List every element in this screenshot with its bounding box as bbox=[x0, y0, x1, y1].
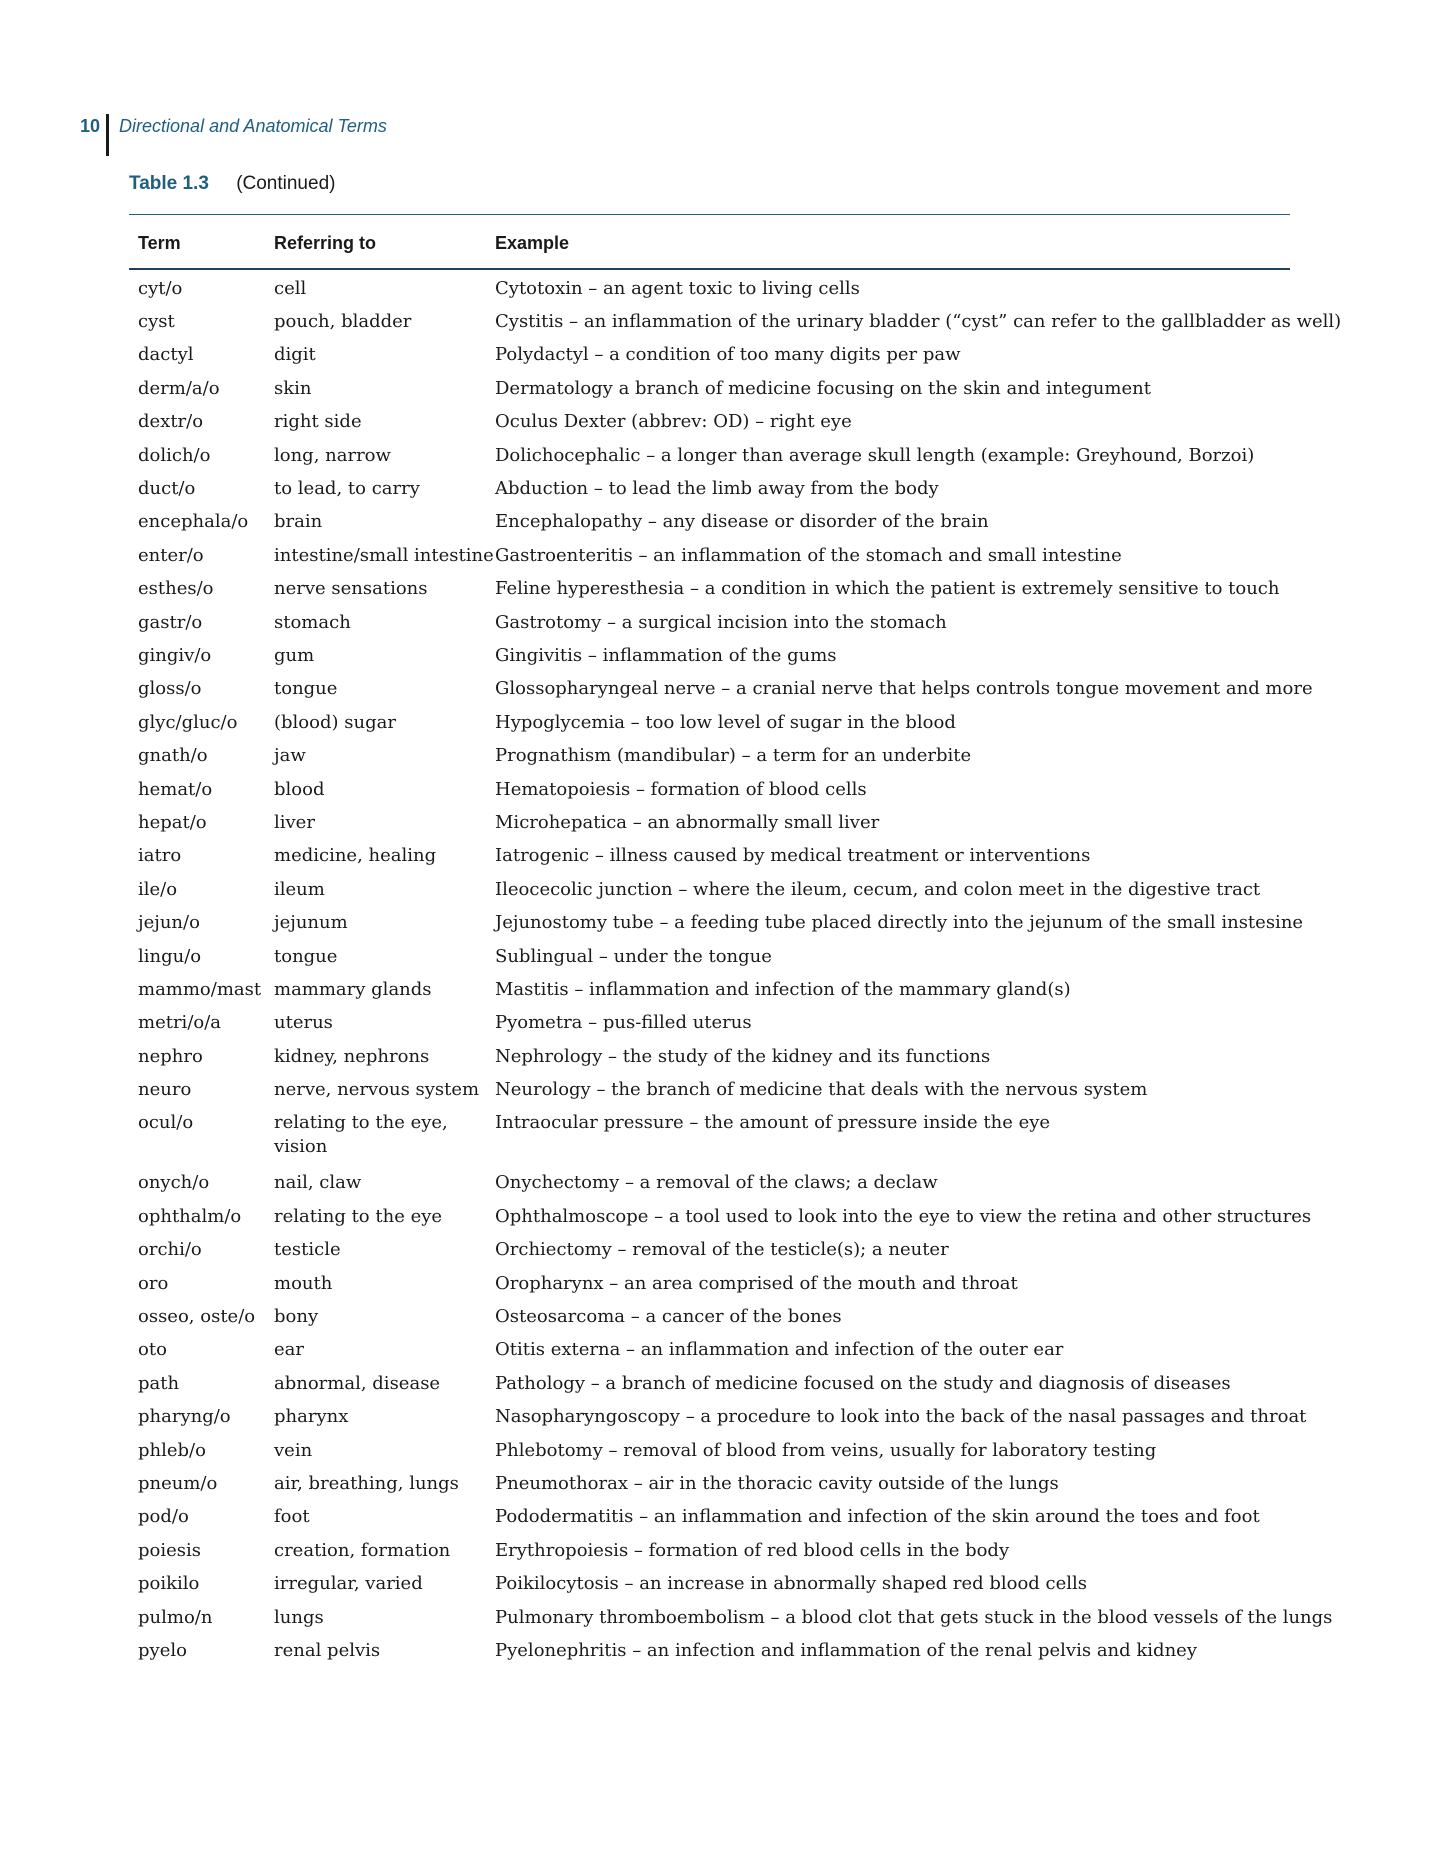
table-row bbox=[129, 639, 1290, 672]
term-cell: cyt/o bbox=[138, 277, 183, 299]
referring-to-cell: gum bbox=[274, 644, 315, 666]
table-row bbox=[129, 1467, 1290, 1500]
table-row bbox=[129, 873, 1290, 906]
example-cell: Iatrogenic – illness caused by medical treatment or interventions bbox=[495, 845, 1091, 867]
term-cell: iatro bbox=[138, 845, 182, 867]
referring-to-cell: nerve, nervous system bbox=[274, 1079, 480, 1101]
example-cell: Prognathism (mandibular) – a term for an underbite bbox=[495, 745, 972, 767]
example-cell: Onychectomy – a removal of the claws; a declaw bbox=[495, 1172, 938, 1194]
referring-to-cell: liver bbox=[274, 811, 315, 833]
referring-to-cell: vein bbox=[274, 1439, 313, 1461]
term-cell: oto bbox=[138, 1339, 167, 1361]
table-row bbox=[129, 305, 1290, 338]
term-cell: enter/o bbox=[138, 544, 204, 566]
term-cell: hepat/o bbox=[138, 811, 207, 833]
term-cell: ocul/o bbox=[138, 1111, 194, 1133]
term-cell: nephro bbox=[138, 1045, 203, 1067]
table-row bbox=[129, 1367, 1290, 1400]
term-cell: glyc/gluc/o bbox=[138, 711, 238, 733]
term-cell: esthes/o bbox=[138, 578, 214, 600]
referring-to-cell: brain bbox=[274, 511, 323, 533]
page-number: 10 bbox=[80, 116, 101, 136]
table-row bbox=[129, 739, 1290, 772]
example-cell: Nasopharyngoscopy – a procedure to look into the back of the nasal passages and throat bbox=[495, 1406, 1307, 1428]
table-row bbox=[129, 1567, 1290, 1600]
example-cell: Gingivitis – inflammation of the gums bbox=[495, 644, 837, 666]
terms-table-container bbox=[129, 214, 1342, 1668]
table-row bbox=[129, 973, 1290, 1006]
referring-to-cell: nail, claw bbox=[274, 1172, 362, 1194]
term-cell: phleb/o bbox=[138, 1439, 206, 1461]
example-cell: Dermatology a branch of medicine focusing on the skin and integument bbox=[495, 377, 1151, 399]
example-cell: Hypoglycemia – too low level of sugar in the blood bbox=[495, 711, 956, 733]
term-cell: poikilo bbox=[138, 1573, 200, 1595]
referring-to-cell: testicle bbox=[274, 1239, 341, 1261]
referring-to-cell: nerve sensations bbox=[274, 578, 428, 600]
term-cell: pod/o bbox=[138, 1506, 189, 1528]
table-row bbox=[129, 1073, 1290, 1106]
table-row bbox=[129, 1334, 1290, 1367]
referring-to-cell: ear bbox=[274, 1339, 304, 1361]
term-cell: ile/o bbox=[138, 878, 178, 900]
example-cell: Poikilocytosis – an increase in abnormally shaped red blood cells bbox=[495, 1573, 1088, 1595]
table-row bbox=[129, 406, 1290, 439]
referring-to-cell: uterus bbox=[274, 1012, 333, 1034]
table-row bbox=[129, 1107, 1290, 1167]
example-cell: Phlebotomy – removal of blood from veins, usually for laboratory testing bbox=[495, 1439, 1157, 1461]
table-label: Table 1.3 bbox=[129, 173, 209, 194]
chapter-title: Directional and Anatomical Terms bbox=[119, 116, 387, 136]
example-cell: Oculus Dexter (abbrev: OD) – right eye bbox=[495, 411, 852, 433]
table-row bbox=[129, 673, 1290, 706]
term-cell: duct/o bbox=[138, 478, 196, 500]
table-row bbox=[129, 1634, 1290, 1667]
term-cell: hemat/o bbox=[138, 778, 213, 800]
column-header-referring-to: Referring to bbox=[274, 233, 377, 253]
term-cell: dextr/o bbox=[138, 411, 204, 433]
referring-to-cell: long, narrow bbox=[274, 444, 391, 466]
table-row bbox=[129, 1267, 1290, 1300]
referring-to-cell: intestine/small intestine bbox=[274, 544, 494, 566]
example-cell: Mastitis – inflammation and infection of the mammary gland(s) bbox=[495, 978, 1071, 1000]
table-row bbox=[129, 1167, 1290, 1200]
table-row bbox=[129, 1601, 1290, 1634]
referring-to-cell: renal pelvis bbox=[274, 1639, 381, 1661]
referring-to-cell: foot bbox=[274, 1506, 310, 1528]
example-cell: Cytotoxin – an agent toxic to living cells bbox=[495, 277, 860, 299]
referring-to-cell: bony bbox=[274, 1306, 319, 1328]
example-cell: Erythropoiesis – formation of red blood cells in the body bbox=[495, 1539, 1010, 1561]
term-cell: oro bbox=[138, 1272, 169, 1294]
term-cell: gastr/o bbox=[138, 611, 203, 633]
table-row bbox=[129, 606, 1290, 639]
table-row bbox=[129, 1200, 1290, 1233]
example-cell: Pulmonary thromboembolism – a blood clot that gets stuck in the blood vessels of the lungs bbox=[495, 1606, 1333, 1628]
term-cell: gingiv/o bbox=[138, 644, 212, 666]
term-cell: metri/o/a bbox=[138, 1012, 222, 1034]
term-cell: dolich/o bbox=[138, 444, 211, 466]
example-cell: Ileocecolic junction – where the ileum, cecum, and colon meet in the digestive tract bbox=[495, 878, 1261, 900]
example-cell: Pododermatitis – an inflammation and infection of the skin around the toes and foot bbox=[495, 1506, 1260, 1528]
referring-to-cell: blood bbox=[274, 778, 325, 800]
table-row bbox=[129, 1234, 1290, 1267]
table-row bbox=[129, 806, 1290, 839]
terms-table bbox=[129, 214, 1342, 1668]
table-row bbox=[129, 573, 1290, 606]
table-row bbox=[129, 1401, 1290, 1434]
term-cell: lingu/o bbox=[138, 945, 202, 967]
term-cell: poiesis bbox=[138, 1539, 201, 1561]
referring-to-cell: skin bbox=[274, 377, 312, 399]
example-cell: Feline hyperesthesia – a condition in which the patient is extremely sensitive to touch bbox=[495, 578, 1280, 600]
referring-to-cell: mouth bbox=[274, 1272, 333, 1294]
table-row bbox=[129, 506, 1290, 539]
term-cell: pulmo/n bbox=[138, 1606, 213, 1628]
referring-to-cell: jaw bbox=[274, 745, 306, 767]
referring-to-cell: digit bbox=[274, 344, 316, 366]
example-cell: Encephalopathy – any disease or disorder of the brain bbox=[495, 511, 989, 533]
referring-to-cell: right side bbox=[274, 411, 362, 433]
referring-to-cell: tongue bbox=[274, 945, 338, 967]
table-row bbox=[129, 339, 1290, 372]
example-cell: Orchiectomy – removal of the testicle(s); a neuter bbox=[495, 1239, 949, 1261]
term-cell: cyst bbox=[138, 311, 175, 333]
example-cell: Hematopoiesis – formation of blood cells bbox=[495, 778, 867, 800]
example-cell: Pathology – a branch of medicine focused on the study and diagnosis of diseases bbox=[495, 1372, 1231, 1394]
example-cell: Neurology – the branch of medicine that deals with the nervous system bbox=[495, 1079, 1148, 1101]
table-body bbox=[129, 269, 1342, 1668]
example-cell: Ophthalmoscope – a tool used to look into the eye to view the retina and other structures bbox=[495, 1205, 1312, 1227]
term-cell: pharyng/o bbox=[138, 1406, 231, 1428]
table-row bbox=[129, 906, 1290, 939]
term-cell: pyelo bbox=[138, 1639, 187, 1661]
term-cell: derm/a/o bbox=[138, 377, 220, 399]
referring-to-cell: lungs bbox=[274, 1606, 324, 1628]
table-row bbox=[129, 1434, 1290, 1467]
header-row bbox=[129, 215, 1290, 270]
example-cell: Abduction – to lead the limb away from the body bbox=[495, 478, 939, 500]
term-cell: encephala/o bbox=[138, 511, 249, 533]
example-cell: Pneumothorax – air in the thoracic cavity outside of the lungs bbox=[495, 1472, 1059, 1494]
running-head bbox=[80, 114, 387, 154]
term-cell: jejun/o bbox=[138, 912, 200, 934]
example-cell: Polydactyl – a condition of too many digits per paw bbox=[495, 344, 961, 366]
term-cell: mammo/mast bbox=[138, 978, 262, 1000]
example-cell: Pyometra – pus-filled uterus bbox=[495, 1012, 752, 1034]
referring-to-cell: kidney, nephrons bbox=[274, 1045, 430, 1067]
referring-to-cell: ileum bbox=[274, 878, 325, 900]
table-row bbox=[129, 1040, 1290, 1073]
referring-to-cell: irregular, varied bbox=[274, 1573, 423, 1595]
column-header-term: Term bbox=[138, 233, 181, 253]
term-cell: onych/o bbox=[138, 1172, 210, 1194]
referring-to-cell: relating to the eye bbox=[274, 1205, 443, 1227]
referring-to-cell: creation, formation bbox=[274, 1539, 451, 1561]
referring-to-cell: pouch, bladder bbox=[274, 311, 412, 333]
example-cell: Otitis externa – an inflammation and infection of the outer ear bbox=[495, 1339, 1064, 1361]
table-header bbox=[129, 215, 1290, 270]
referring-to-cell: tongue bbox=[274, 678, 338, 700]
table-row bbox=[129, 269, 1290, 305]
table-row bbox=[129, 1501, 1290, 1534]
referring-to-cell: air, breathing, lungs bbox=[274, 1472, 459, 1494]
referring-to-cell: stomach bbox=[274, 611, 351, 633]
example-cell: Glossopharyngeal nerve – a cranial nerve that helps controls tongue movement and more bbox=[495, 678, 1313, 700]
table-row bbox=[129, 1534, 1290, 1567]
referring-to-cell: medicine, healing bbox=[274, 845, 437, 867]
referring-to-cell: relating to the eye, vision bbox=[274, 1111, 448, 1157]
term-cell: pneum/o bbox=[138, 1472, 218, 1494]
term-cell: gnath/o bbox=[138, 745, 208, 767]
table-row bbox=[129, 472, 1290, 505]
referring-to-cell: jejunum bbox=[274, 912, 348, 934]
example-cell: Jejunostomy tube – a feeding tube placed directly into the jejunum of the small instesine bbox=[495, 912, 1304, 934]
referring-to-cell: cell bbox=[274, 277, 307, 299]
example-cell: Gastroenteritis – an inflammation of the stomach and small intestine bbox=[495, 544, 1122, 566]
referring-to-cell: to lead, to carry bbox=[274, 478, 420, 500]
term-cell: orchi/o bbox=[138, 1239, 202, 1261]
example-cell: Oropharynx – an area comprised of the mouth and throat bbox=[495, 1272, 1018, 1294]
table-row bbox=[129, 1300, 1290, 1333]
example-cell: Osteosarcoma – a cancer of the bones bbox=[495, 1306, 842, 1328]
term-cell: path bbox=[138, 1372, 180, 1394]
term-cell: neuro bbox=[138, 1079, 192, 1101]
referring-to-cell: (blood) sugar bbox=[274, 711, 396, 733]
example-cell: Sublingual – under the tongue bbox=[495, 945, 772, 967]
table-row bbox=[129, 372, 1290, 405]
table-row bbox=[129, 539, 1290, 572]
table-row bbox=[129, 840, 1290, 873]
term-cell: osseo, oste/o bbox=[138, 1306, 256, 1328]
term-cell: ophthalm/o bbox=[138, 1205, 242, 1227]
table-row bbox=[129, 773, 1290, 806]
table-continued: (Continued) bbox=[236, 173, 336, 194]
example-cell: Nephrology – the study of the kidney and its functions bbox=[495, 1045, 991, 1067]
table-caption bbox=[129, 172, 335, 196]
term-cell: dactyl bbox=[138, 344, 194, 366]
table-row bbox=[129, 439, 1290, 472]
example-cell: Cystitis – an inflammation of the urinary bladder (“cyst” can refer to the gallbladder as well) bbox=[495, 311, 1342, 333]
table-row bbox=[129, 706, 1290, 739]
referring-to-cell: abnormal, disease bbox=[274, 1372, 441, 1394]
table-row bbox=[129, 1007, 1290, 1040]
example-cell: Intraocular pressure – the amount of pressure inside the eye bbox=[495, 1111, 1051, 1133]
column-header-example: Example bbox=[495, 233, 570, 253]
table-row bbox=[129, 940, 1290, 973]
referring-to-cell: mammary glands bbox=[274, 978, 432, 1000]
referring-to-cell: pharynx bbox=[274, 1406, 349, 1428]
example-cell: Dolichocephalic – a longer than average skull length (example: Greyhound, Borzoi) bbox=[495, 444, 1255, 466]
example-cell: Microhepatica – an abnormally small liver bbox=[495, 811, 880, 833]
example-cell: Pyelonephritis – an infection and inflammation of the renal pelvis and kidney bbox=[495, 1639, 1197, 1661]
example-cell: Gastrotomy – a surgical incision into the stomach bbox=[495, 611, 947, 633]
term-cell: gloss/o bbox=[138, 678, 202, 700]
